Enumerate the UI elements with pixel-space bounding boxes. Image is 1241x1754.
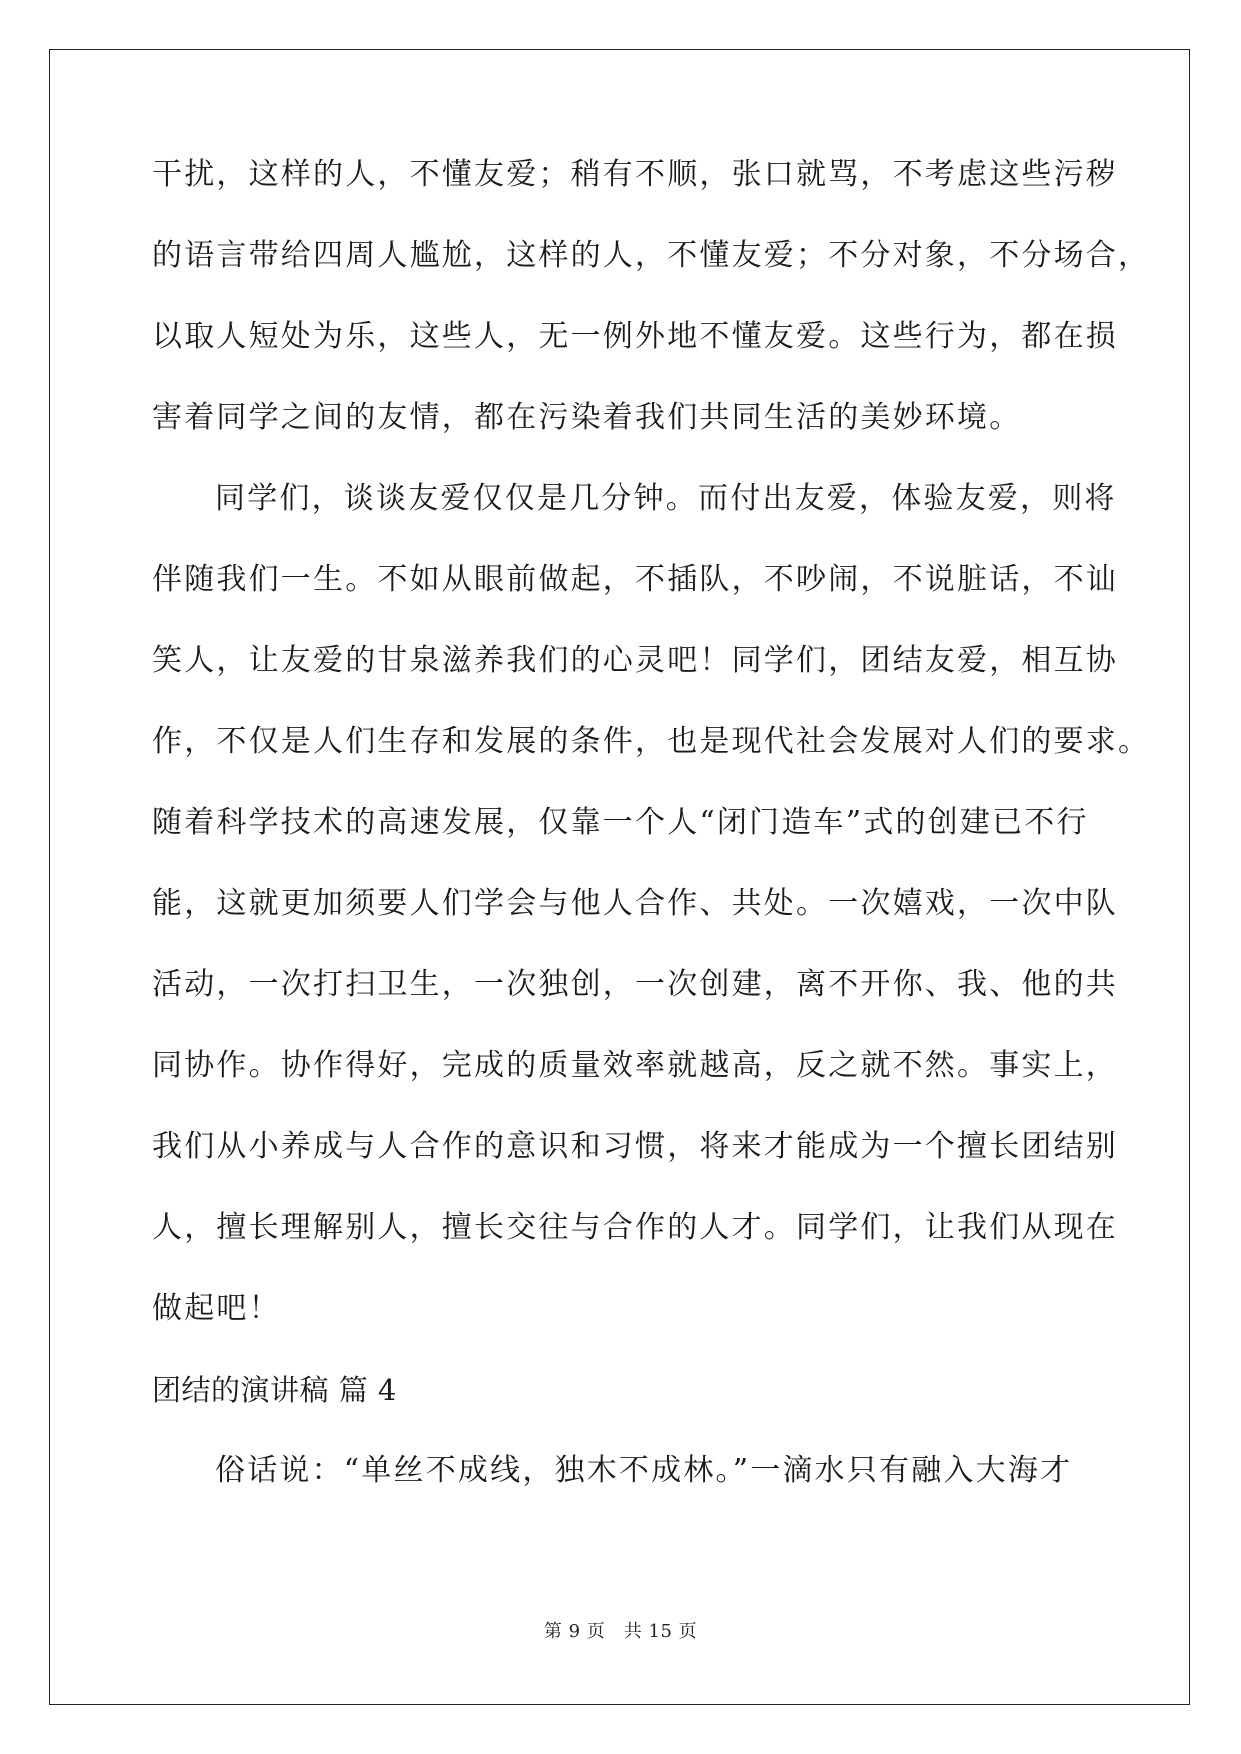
text-line: 我们从小养成与人合作的意识和习惯，将来才能成为一个擅长团结别: [152, 1129, 1118, 1164]
paragraph-start-line: 俗话说：“单丝不成线，独木不成林。”一滴水只有融入大海才: [215, 1453, 1073, 1488]
text-line: 害着同学之间的友情，都在污染着我们共同生活的美妙环境。: [152, 400, 1022, 435]
section-heading: 团结的演讲稿 篇 4: [152, 1373, 397, 1407]
text-line: 以取人短处为乐，这些人，无一例外地不懂友爱。这些行为，都在损: [152, 319, 1118, 354]
text-line: 作，不仅是人们生存和发展的条件，也是现代社会发展对人们的要求。: [152, 724, 1151, 759]
text-line: 活动，一次打扫卫生，一次独创，一次创建，离不开你、我、他的共: [152, 967, 1118, 1002]
text-line: 干扰，这样的人，不懂友爱；稍有不顺，张口就骂，不考虑这些污秽: [152, 157, 1118, 192]
paragraph-start-line: 同学们，谈谈友爱仅仅是几分钟。而付出友爱，体验友爱，则将: [215, 481, 1117, 516]
text-line: 的语言带给四周人尴尬，这样的人，不懂友爱；不分对象，不分场合，: [152, 238, 1151, 273]
text-line: 人，擅长理解别人，擅长交往与合作的人才。同学们，让我们从现在: [152, 1210, 1118, 1245]
text-line: 同协作。协作得好，完成的质量效率就越高，反之就不然。事实上，: [152, 1048, 1118, 1083]
text-line: 做起吧！: [152, 1291, 281, 1326]
document-body: [152, 157, 1151, 1537]
page-number-footer: 第 9 页 共 15 页: [543, 1621, 698, 1642]
text-line: 能，这就更加须要人们学会与他人合作、共处。一次嬉戏，一次中队: [152, 886, 1118, 921]
text-line: 笑人，让友爱的甘泉滋养我们的心灵吧！同学们，团结友爱，相互协: [152, 643, 1118, 678]
text-line: 伴随我们一生。不如从眼前做起，不插队，不吵闹，不说脏话，不讪: [152, 562, 1118, 597]
text-line: 随着科学技术的高速发展，仅靠一个人“闭门造车”式的创建已不行: [152, 805, 1089, 840]
